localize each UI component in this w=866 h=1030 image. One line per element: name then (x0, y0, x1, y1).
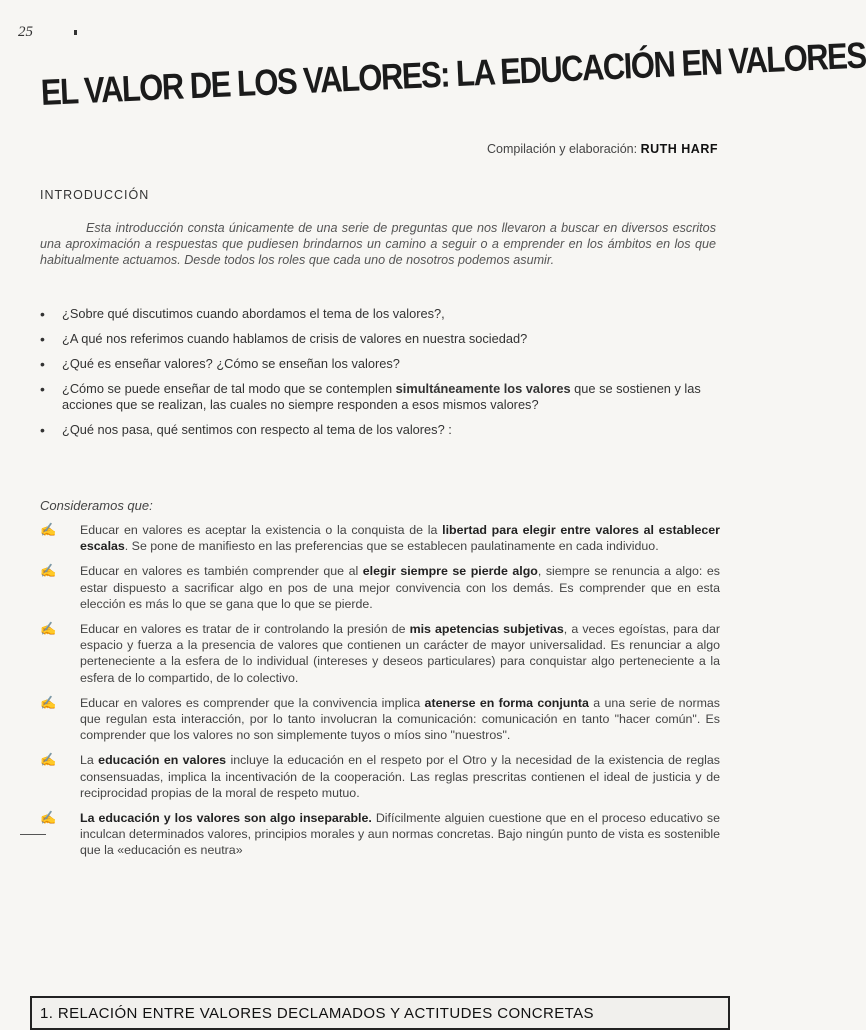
item-text: ¿A qué nos referimos cuando hablamos de crisis de valores en nuestra sociedad? (62, 331, 528, 346)
consideration-item (40, 810, 720, 859)
consideration-item (40, 621, 720, 686)
question-item (40, 381, 718, 413)
question-item (40, 356, 718, 372)
consideration-item (40, 695, 720, 744)
considerations-heading: Consideramos que: (40, 498, 153, 513)
emphasis-text: La educación y los valores son algo inseparable. (80, 811, 372, 826)
consideration-item (40, 752, 720, 801)
pointing-hand-icon: ✍ (40, 694, 57, 710)
item-text: Educar en valores es tratar de ir controlando la presión de (80, 622, 410, 637)
credit-label: Compilación y elaboración: (487, 142, 638, 156)
item-text: Educar en valores es comprender que la convivencia implica (80, 695, 425, 710)
item-text: La (80, 753, 99, 768)
emphasis-text: atenerse en forma conjunta (424, 695, 589, 710)
item-text: Difícilmente alguien cuestione que en el proceso educativo se inculcan determinados valores, principios morales y aun normas concretas. Bajo ningún punto de vista es sostenible que la «educación es neutra» (80, 811, 720, 858)
bullet-icon: • (40, 306, 45, 322)
item-text: incluye la educación en el respeto por el Otro y la necesidad de la existencia de reglas consensuadas, implica la incentivación de la cooperación. Las reglas prescritas contienen el ideal de justicia y de reciprocidad propias de la moral de respeto mutuo. (80, 753, 721, 800)
pointing-hand-icon: ✍ (40, 621, 57, 637)
item-text: ¿Cómo se puede enseñar de tal modo que se contemplen (62, 381, 396, 396)
consideration-item (40, 522, 720, 554)
pointing-hand-icon: ✍ (40, 563, 57, 579)
intro-heading: INTRODUCCIÓN (40, 188, 150, 202)
emphasis-text: mis apetencias subjetivas (409, 622, 564, 637)
item-text: ¿Sobre qué discutimos cuando abordamos el tema de los valores?, (62, 306, 445, 321)
question-list (40, 306, 718, 447)
page-dot-mark (74, 30, 77, 35)
bullet-icon: • (40, 422, 45, 438)
pointing-hand-icon: ✍ (40, 810, 57, 826)
emphasis-text: libertad para elegir entre valores al establecer escalas (80, 523, 720, 554)
margin-mark (20, 834, 46, 835)
item-text: , a veces egoístas, para dar espacio y fuerza a la presencia de valores que contienen un carácter de mayor universalidad. Es renunciar a algo perteneciente a la esfera de lo individual (intereses y deseos particulares) para conquistar algo perteneciente a la esfera de lo compartido, de lo colectivo. (80, 622, 720, 685)
item-text: a una serie de normas que regulan esta interacción, por lo tanto involucran la comunicación: comunicación en tanto "hacer común". Es comprender que los valores no son simplemente tuyos o míos sino "nuestros". (80, 695, 720, 743)
item-text: Educar en valores es aceptar la existencia o la conquista de la (80, 523, 443, 537)
question-item (40, 306, 718, 322)
item-text: , siempre se renuncia a algo: es estar dispuesto a sacrificar algo en pos de una mejor convivencia con los demás. Es comprender que en esta elección es más lo que se gana que lo que se pierde. (80, 564, 720, 611)
item-text: ¿Qué es enseñar valores? ¿Cómo se enseñan los valores? (62, 356, 400, 371)
question-item (40, 331, 718, 347)
credit-author: RUTH HARF (640, 142, 718, 156)
credit-line (487, 142, 718, 156)
intro-paragraph: Esta introducción consta únicamente de una serie de preguntas que nos llevaron a buscar en diversos escritos una aproximación a respuestas que pudiesen brindarnos un camino a seguir o a emprender en los ámbitos en los que habitualmente actuamos. Desde todos los roles que cada uno de nosotros podemos asumir. (40, 221, 716, 267)
emphasis-text: elegir siempre se pierde algo (362, 564, 538, 579)
item-text: Educar en valores es también comprender que al (80, 564, 363, 579)
item-text: que se sostienen y las acciones que se realizan, las cuales no siempre responden a esos mismos valores? (62, 381, 701, 412)
bullet-icon: • (40, 331, 45, 347)
pointing-hand-icon: ✍ (40, 522, 57, 537)
bullet-icon: • (40, 381, 45, 397)
page-number: 25 (18, 24, 33, 40)
consideration-item (40, 563, 720, 612)
item-text: ¿Qué nos pasa, qué sentimos con respecto al tema de los valores? : (62, 422, 452, 437)
section-title: 1. RELACIÓN ENTRE VALORES DECLAMADOS Y ACTITUDES CONCRETAS (40, 1005, 594, 1022)
pointing-hand-icon: ✍ (40, 752, 57, 768)
document-title: EL VALOR DE LOS VALORES: LA EDUCACIÓN EN VALORES (40, 34, 866, 114)
item-text: . Se pone de manifiesto en las preferencias que se establecen paulatinamente en cada individuo. (124, 539, 659, 554)
emphasis-text: simultáneamente los valores (395, 381, 571, 396)
emphasis-text: educación en valores (98, 753, 227, 768)
section-box (30, 996, 730, 1030)
bullet-icon: • (40, 356, 45, 372)
considerations-list (40, 522, 720, 868)
question-item (40, 422, 718, 438)
